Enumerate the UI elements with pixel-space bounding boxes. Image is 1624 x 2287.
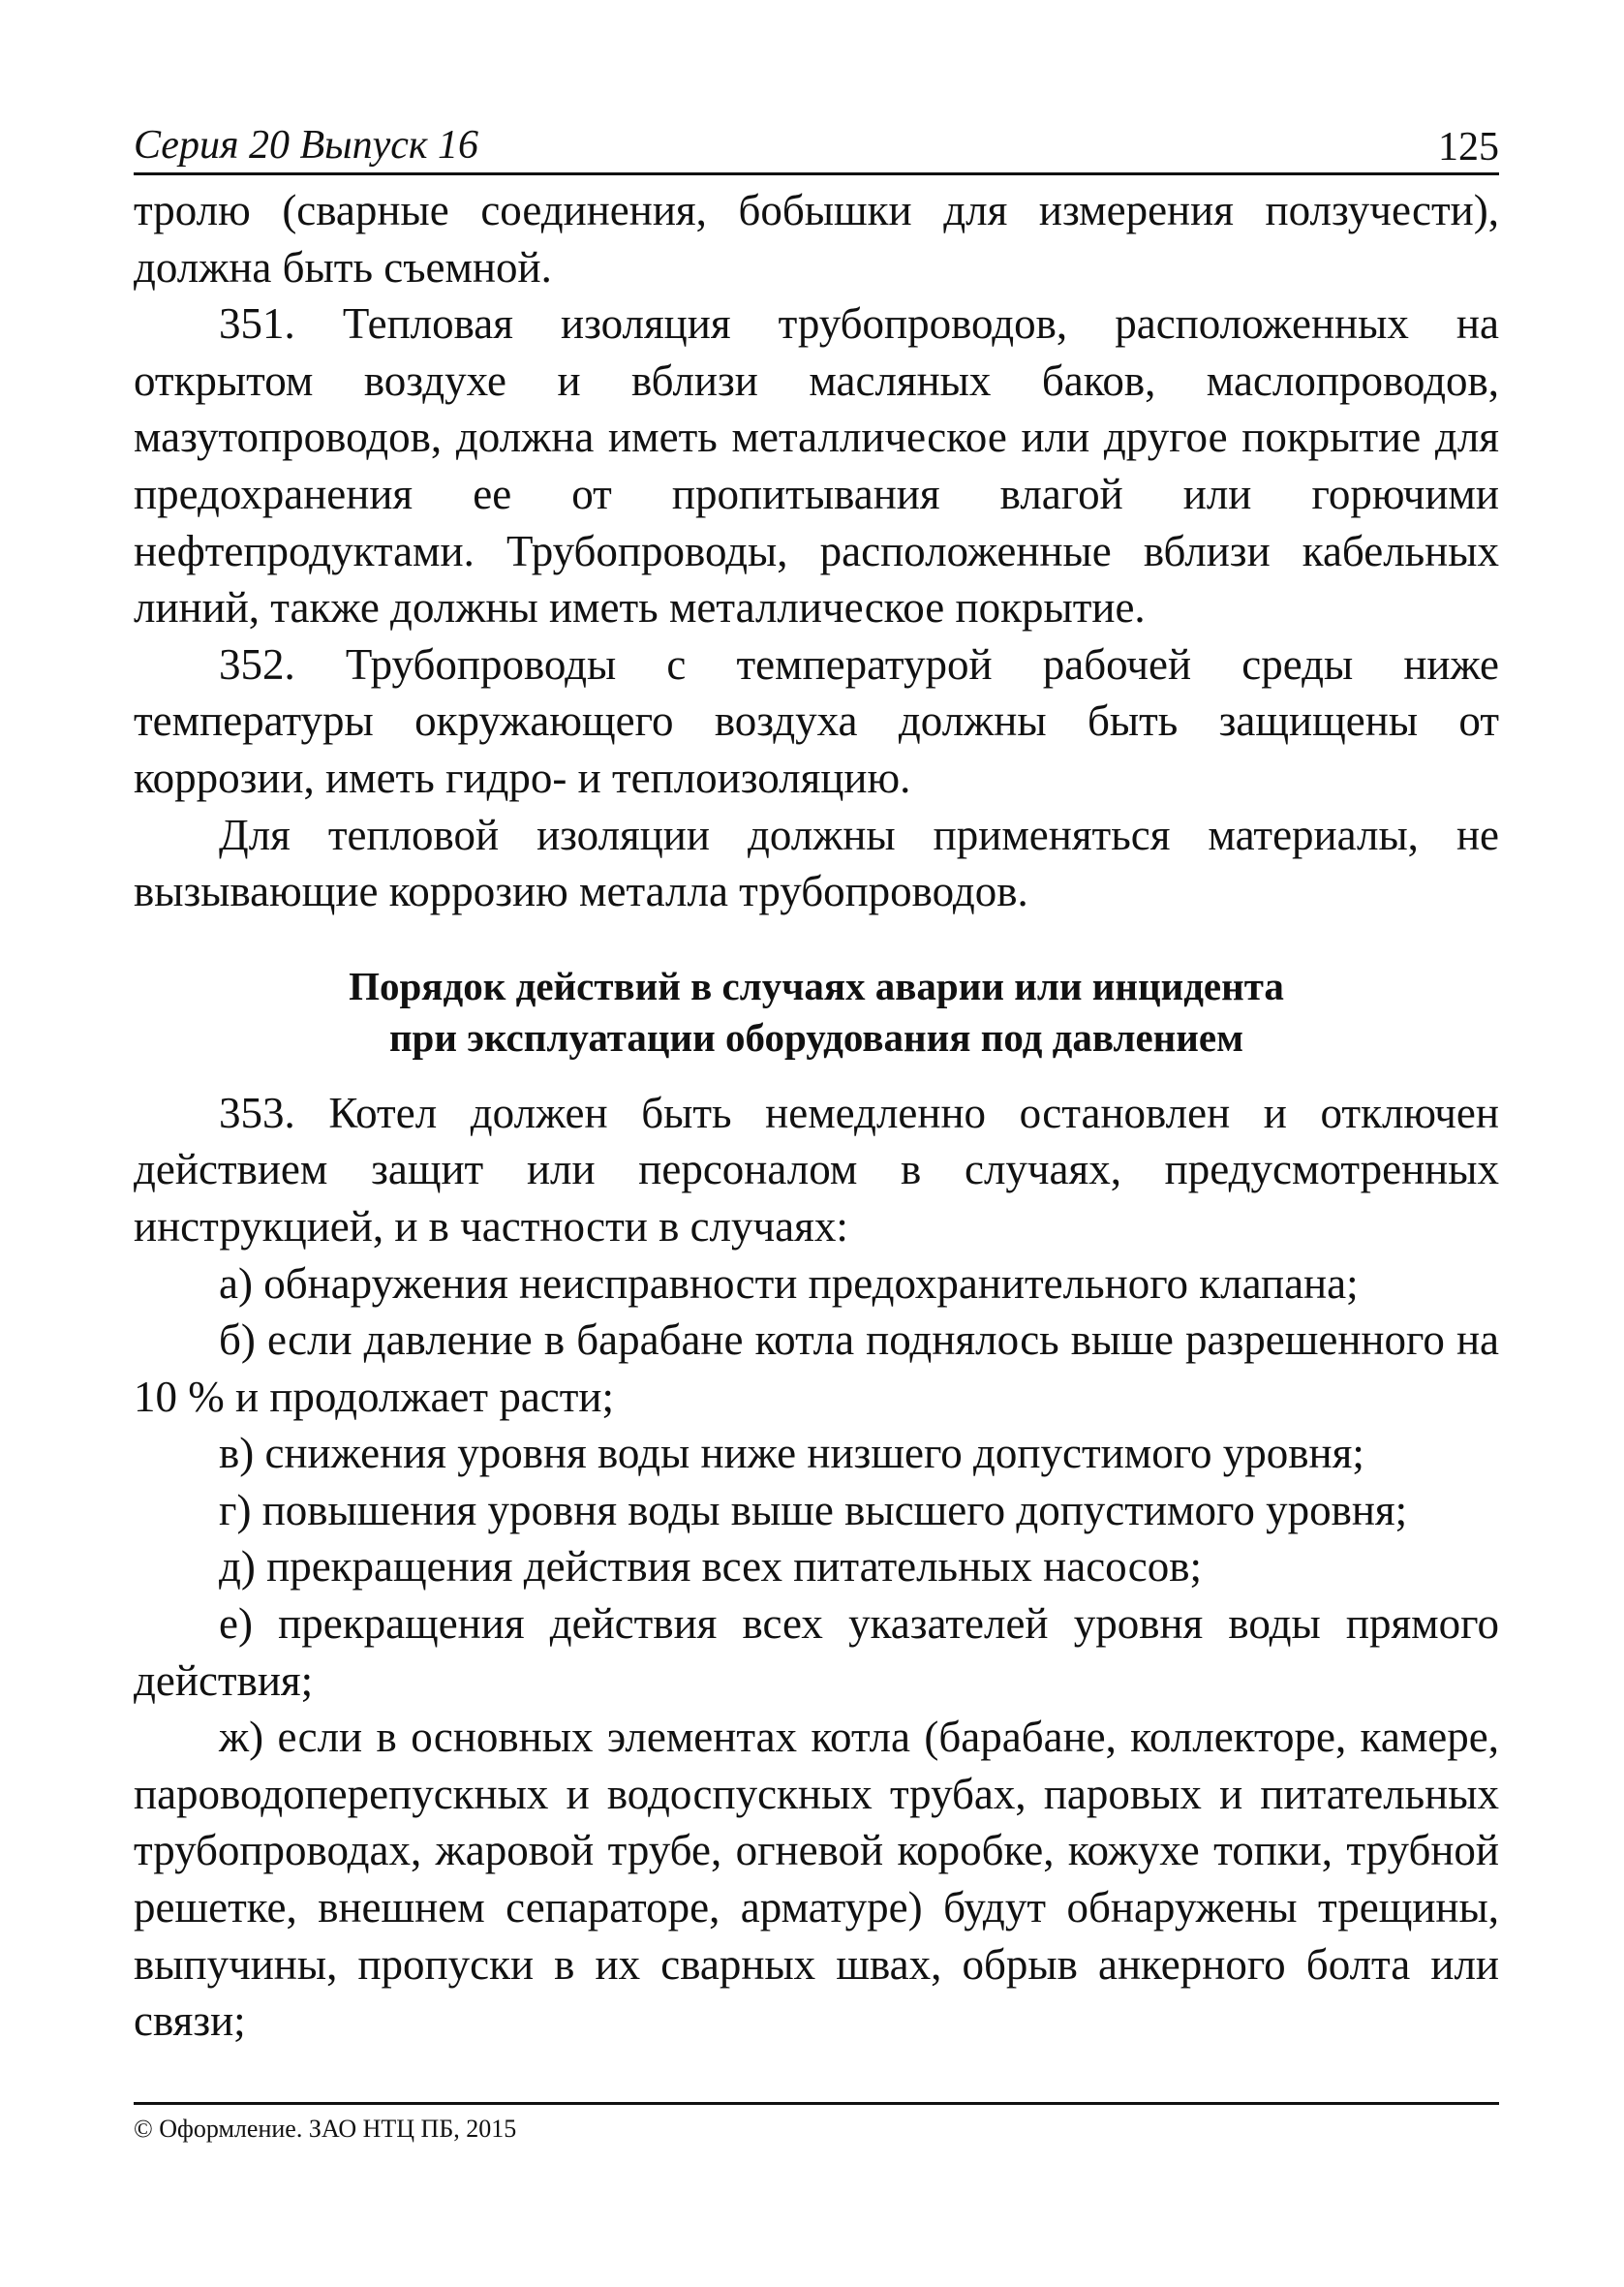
paragraph-351: 351. Тепловая изоляция трубопроводов, расположенных на открытом воздухе и вблизи масляных баков, маслопроводов, мазутопроводов, должна иметь металлическое или другое покрытие для предохранения ее от пропитывания влагой или горючими нефтепродуктами. Трубопроводы, расположенные вблизи кабельных линий, также должны иметь металлическое покрытие. — [134, 299, 1499, 633]
paragraph-353: 353. Котел должен быть немедленно остановлен и отключен действием защит или персоналом в случаях, предусмотренных инструкцией, и в частности в случаях: — [134, 1088, 1499, 1251]
paragraph-continuation: тролю (сварные соединения, бобышки для измерения ползучести), должна быть съемной. — [134, 186, 1499, 292]
series-title: Серия 20 Выпуск 16 — [134, 123, 478, 168]
list-item-e: е) прекращения действия всех указателей уровня воды прямого действия; — [134, 1599, 1499, 1705]
list-item-v: в) снижения уровня воды ниже низшего допустимого уровня; — [219, 1429, 1364, 1478]
section-heading — [134, 961, 1499, 1064]
list-item-g: г) повышения уровня воды выше высшего допустимого уровня; — [219, 1485, 1408, 1534]
page-header — [134, 118, 1499, 175]
list-item-b: б) если давление в барабане котла поднялось выше разрешенного на 10 % и продолжает расти; — [134, 1315, 1499, 1421]
footer-divider — [134, 2102, 1499, 2105]
section-title-line-1: Порядок действий в случаях аварии или инцидента — [349, 963, 1284, 1008]
list-item-a: а) обнаружения неисправности предохранительного клапана; — [219, 1258, 1359, 1308]
list-item-d: д) прекращения действия всех питательных насосов; — [219, 1542, 1203, 1592]
list-item-zh: ж) если в основных элементах котла (барабане, коллекторе, камере, пароводоперепускных и водоспускных трубах, паровых и питательных трубопроводах, жаровой трубе, огневой коробке, кожухе топки, трубной решетке, внешнем сепараторе, арматуре) будут обнаружены трещины, выпучины, пропуски в их сварных швах, обрыв анкерного болта или связи; — [134, 1713, 1499, 2046]
paragraph-352: 352. Трубопроводы с температурой рабочей среды ниже температуры окружающего воздуха должны быть защищены от коррозии, иметь гидро- и теплоизоляцию. — [134, 639, 1499, 802]
footer-copyright: © Оформление. ЗАО НТЦ ПБ, 2015 — [134, 2115, 517, 2143]
document-body — [134, 182, 1499, 2050]
document-page — [134, 0, 1499, 2287]
paragraph-insulation: Для тепловой изоляции должны применяться материалы, не вызывающие коррозию металла трубопроводов. — [134, 810, 1499, 916]
page-number: 125 — [1438, 125, 1499, 170]
section-title-line-2: при эксплуатации оборудования под давлением — [388, 1014, 1244, 1060]
